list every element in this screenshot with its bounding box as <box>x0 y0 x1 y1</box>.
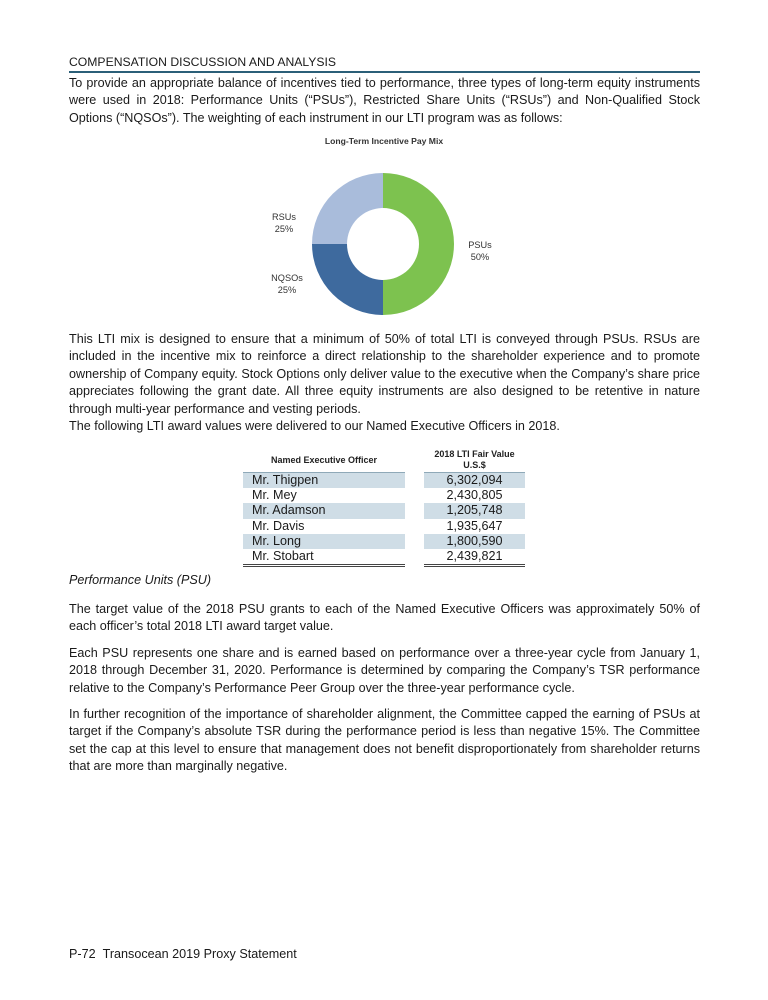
officer-name: Mr. Long <box>243 534 405 549</box>
nqso-label-name: NQSOs <box>271 273 303 283</box>
table-header-row <box>243 449 525 473</box>
table-row <box>243 534 525 549</box>
lti-pay-mix-donut-chart <box>0 0 768 330</box>
nqso-label-pct: 25% <box>277 285 297 295</box>
officer-name: Mr. Thigpen <box>243 473 405 488</box>
award-intro-paragraph: The following LTI award values were delivered to our Named Executive Officers in 2018. <box>69 419 560 433</box>
page-number: P-72 <box>69 947 96 961</box>
table-row <box>243 519 525 534</box>
psu-cycle-paragraph: Each PSU represents one share and is earned based on performance over a three-year cycle from January 1, 2018 through December 31, 2020. Performance is determined by comparing the Company’s TSR performance relative to the Company’s Performance Peer Group over the three-year performance cycle. <box>69 646 700 695</box>
document-title: Transocean 2019 Proxy Statement <box>102 947 297 961</box>
lti-value: 1,935,647 <box>446 518 503 533</box>
column-gap <box>405 503 424 518</box>
psu-label <box>464 239 496 263</box>
table-row <box>243 473 525 488</box>
lti-value: 1,205,748 <box>424 503 525 518</box>
column-gap <box>405 449 424 473</box>
table-row <box>243 549 525 567</box>
value-header-line2: U.S.$ <box>463 460 486 470</box>
officer-name: Mr. Mey <box>252 488 297 503</box>
value-header-line1: 2018 LTI Fair Value <box>434 449 515 459</box>
lti-award-table <box>243 449 525 567</box>
officer-name: Mr. Adamson <box>243 503 405 518</box>
officer-column-header <box>243 449 405 473</box>
psu-label-pct: 50% <box>470 252 490 262</box>
psu-slice <box>383 173 454 315</box>
psu-label-name: PSUs <box>468 240 492 250</box>
column-gap <box>405 473 424 488</box>
rsu-label <box>268 211 300 235</box>
column-gap <box>405 534 424 549</box>
lti-value: 2,430,805 <box>446 488 503 503</box>
officer-name: Mr. Stobart <box>243 549 405 567</box>
column-gap <box>405 549 424 567</box>
page-footer <box>69 947 297 961</box>
lti-value: 2,439,821 <box>424 549 525 567</box>
rsu-slice <box>312 173 383 244</box>
chart-title: Long-Term Incentive Pay Mix <box>324 136 444 146</box>
psu-cap-paragraph: In further recognition of the importance of shareholder alignment, the Committee capped the earning of PSUs at target if the Company’s absolute TSR during the performance period is less than negative 15%. The Committee set the cap at this level to ensure that management does not benefit disproportionately from shareholder returns that are more than marginally negative. <box>69 707 700 774</box>
table-row <box>243 503 525 518</box>
intro-paragraph: To provide an appropriate balance of incentives tied to performance, three types of long-term equity instruments were used in 2018: Performance Units (“PSUs”), Restricted Share Units (“RSUs”) and Non-Qualified Stock Options (“NQSOs”). The weighting of each instrument in our LTI program was as follows: <box>69 76 700 125</box>
column-gap <box>405 519 424 534</box>
column-gap <box>405 488 424 503</box>
nqso-slice <box>312 244 383 315</box>
officer-header-text: Named Executive Officer <box>270 455 378 465</box>
table-row <box>243 488 525 503</box>
psu-target-paragraph: The target value of the 2018 PSU grants to each of the Named Executive Officers was approximately 50% of each officer’s total 2018 LTI award target value. <box>69 602 700 634</box>
rsu-label-pct: 25% <box>274 224 294 234</box>
officer-name: Mr. Davis <box>252 518 305 533</box>
psu-subheading: Performance Units (PSU) <box>69 573 212 587</box>
mix-rationale-paragraph: This LTI mix is designed to ensure that a minimum of 50% of total LTI is conveyed through PSUs. RSUs are included in the incentive mix to reinforce a direct relationship to the shareholder experience and to promote ownership of Company equity. Stock Options only deliver value to the executive when the Company’s share price appreciates following the grant date. All three equity instruments are also designed to be retentive in nature through multi-year performance and vesting periods. <box>69 332 700 416</box>
value-column-header <box>424 449 525 473</box>
rsu-label-name: RSUs <box>272 212 296 222</box>
nqso-label <box>268 272 306 296</box>
section-header: COMPENSATION DISCUSSION AND ANALYSIS <box>69 55 700 73</box>
lti-value: 6,302,094 <box>424 473 525 488</box>
lti-value: 1,800,590 <box>424 534 525 549</box>
